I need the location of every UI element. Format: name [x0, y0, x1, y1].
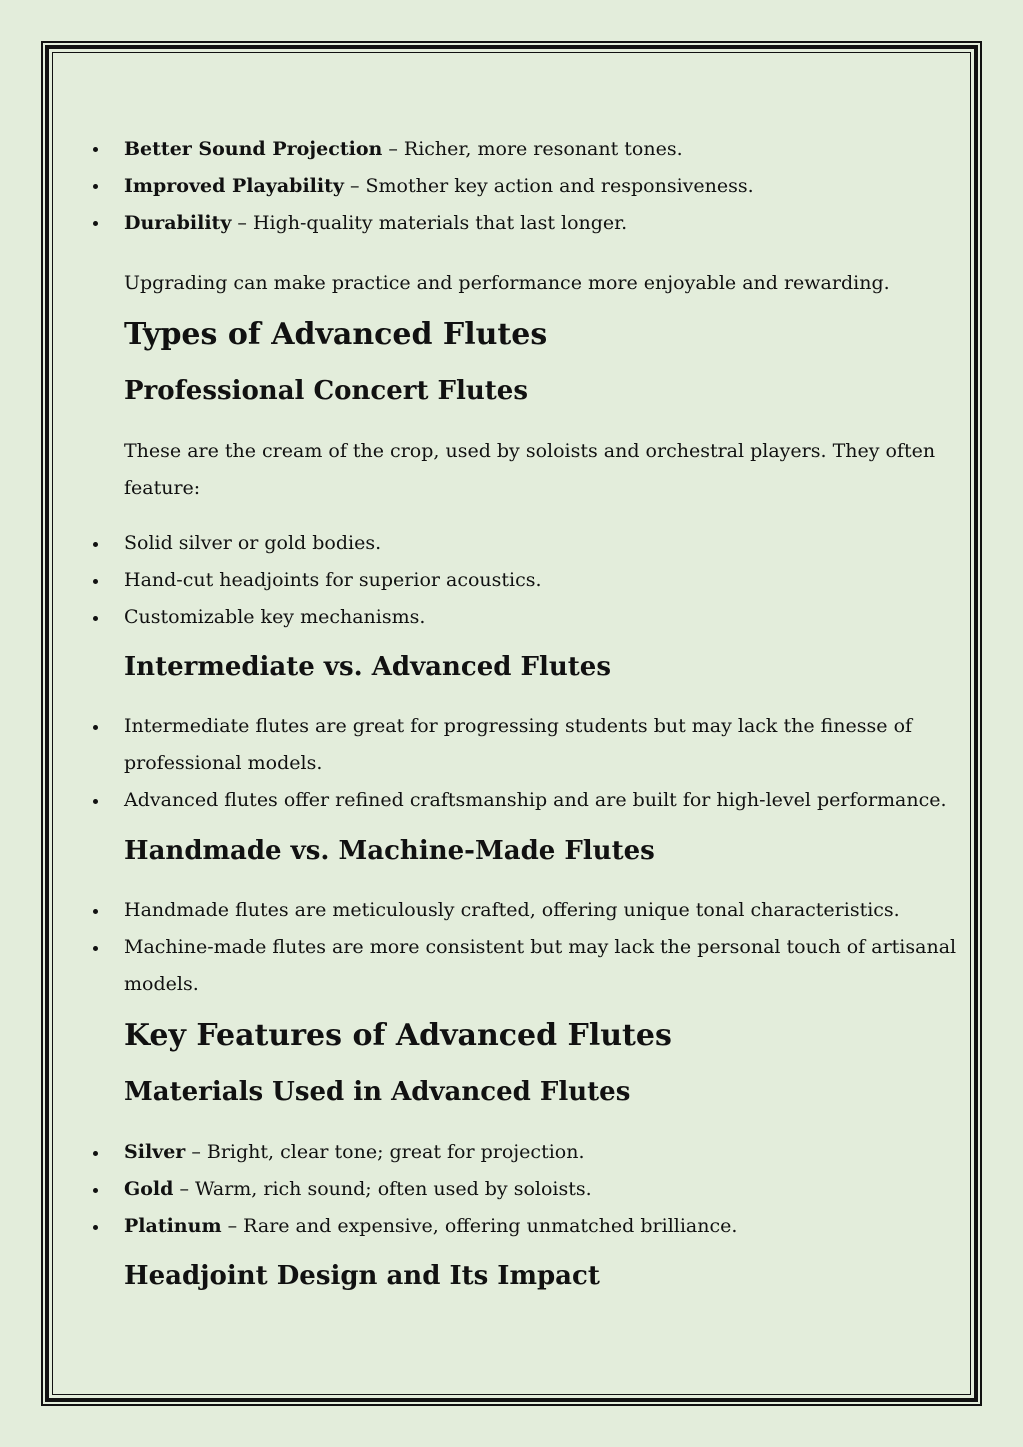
list-item	[124, 168, 754, 205]
list-item-bold: Improved Playability	[124, 175, 344, 197]
heading-types: Types of Advanced Flutes	[124, 317, 548, 352]
bullet-icon	[93, 909, 98, 914]
paragraph: Upgrading can make practice and performance more enjoyable and rewarding.	[124, 272, 890, 294]
list-item: Solid silver or gold bodies.	[124, 532, 382, 554]
list-item	[124, 131, 683, 168]
heading-intermediate: Intermediate vs. Advanced Flutes	[124, 652, 611, 682]
paragraph-line: These are the cream of the crop, used by soloists and orchestral players. They often	[124, 440, 936, 462]
list-item-line: models.	[124, 973, 199, 995]
heading-key-features: Key Features of Advanced Flutes	[124, 1018, 672, 1053]
list-item-bold: Silver	[124, 1141, 186, 1163]
bullet-icon	[93, 799, 98, 804]
list-item	[124, 1134, 585, 1171]
bullet-icon	[93, 221, 98, 226]
list-item: Advanced flutes offer refined craftsmanship and are built for high-level performance.	[124, 789, 947, 811]
list-item-bold: Durability	[124, 212, 232, 234]
list-item-text: – Rare and expensive, offering unmatched brilliance.	[221, 1215, 738, 1237]
list-item-line: Intermediate flutes are great for progressing students but may lack the finesse of	[124, 715, 913, 737]
list-item	[124, 1208, 737, 1245]
bullet-icon	[93, 725, 98, 730]
bullet-icon	[93, 1151, 98, 1156]
bullet-icon	[93, 147, 98, 152]
bullet-icon	[93, 946, 98, 951]
heading-professional: Professional Concert Flutes	[124, 376, 528, 406]
list-item: Handmade flutes are meticulously crafted, offering unique tonal characteristics.	[124, 899, 900, 921]
list-item-line: professional models.	[124, 752, 323, 774]
bullet-icon	[93, 579, 98, 584]
list-item	[124, 205, 627, 242]
list-item-text: – Bright, clear tone; great for projection.	[185, 1141, 585, 1163]
list-item-bold: Better Sound Projection	[124, 138, 383, 160]
list-item-line: Machine-made flutes are more consistent but may lack the personal touch of artisanal	[124, 936, 957, 958]
bullet-icon	[93, 1225, 98, 1230]
list-item-bold: Gold	[124, 1178, 174, 1200]
list-item-bold: Platinum	[124, 1215, 222, 1237]
list-item-text: – Warm, rich sound; often used by soloists.	[173, 1178, 592, 1200]
list-item-text: – Smother key action and responsiveness.	[343, 175, 754, 197]
list-item	[124, 1171, 592, 1208]
bullet-icon	[93, 1188, 98, 1193]
bullet-icon	[93, 542, 98, 547]
heading-materials: Materials Used in Advanced Flutes	[124, 1077, 631, 1107]
list-item-text: – Richer, more resonant tones.	[382, 138, 683, 160]
heading-handmade: Handmade vs. Machine-Made Flutes	[124, 836, 655, 866]
list-item: Customizable key mechanisms.	[124, 606, 426, 628]
bullet-icon	[93, 616, 98, 621]
list-item: Hand-cut headjoints for superior acoustics.	[124, 569, 542, 591]
bullet-icon	[93, 184, 98, 189]
paragraph-line: feature:	[124, 477, 201, 499]
heading-headjoint: Headjoint Design and Its Impact	[124, 1261, 600, 1291]
list-item-text: – High-quality materials that last longer.	[231, 212, 628, 234]
